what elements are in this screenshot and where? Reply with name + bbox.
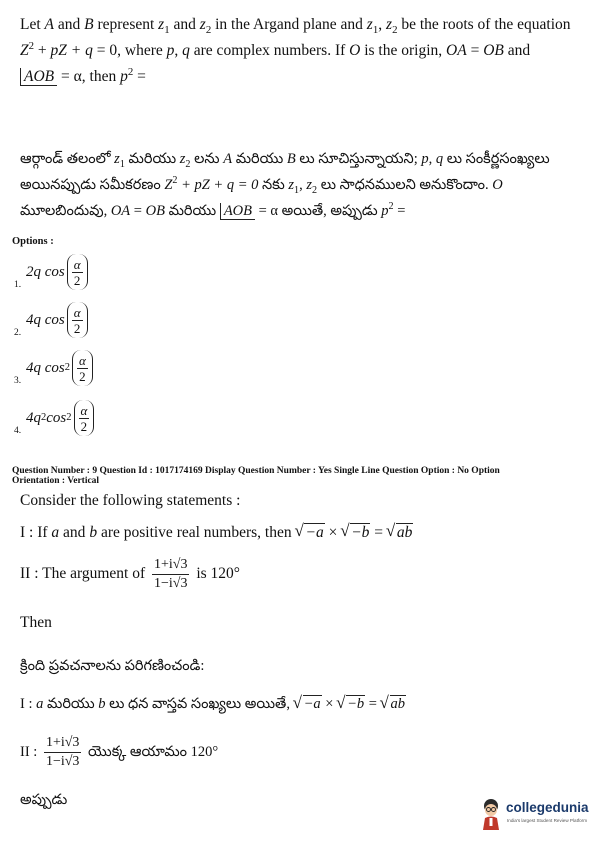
q9-te-statement-2: II : $\frac{1+i√3}{1-i√3}$ యొక్క ఆయామం 120°: [20, 735, 219, 769]
option-3-number: 3.: [14, 376, 22, 386]
option-3-expression: 4q cos 2 $\frac{\alpha}{2}$: [26, 348, 93, 388]
q8-te-line-2: అయినప్పుడు సమీకరణం $Z^2$ + pZ + q = 0 నకు $z_1$, $z_2$ లు సాధనములని అనుకొందాం. O: [20, 175, 503, 196]
q9-intro: Consider the following statements :: [20, 492, 241, 509]
statement-1: I : If a and b are positive real numbers, then √ −a × √ −b = √ ab: [20, 524, 413, 542]
question-metadata: Question Number : 9 Question Id : 1017174169 Display Question Number : Yes Single Line Question Option : No Option Orientation : Vertical: [12, 466, 500, 486]
q9-then: Then: [20, 614, 52, 631]
q8-line-2: $Z^2$ + pZ + q = 0, where p, q are complex numbers. If O is the origin, OA = OB and: [20, 39, 531, 59]
option-2-number: 2.: [14, 328, 22, 338]
logo-name: collegedunia: [506, 800, 589, 815]
option-4[interactable]: [14, 398, 214, 442]
option-1[interactable]: [14, 252, 214, 296]
option-4-expression: 4q 2 cos 2 $\frac{\alpha}{2}$: [26, 398, 94, 438]
q9-te-intro: క్రింది ప్రవచనాలను పరిగణించండి:: [20, 658, 205, 674]
option-3[interactable]: [14, 348, 214, 392]
option-2[interactable]: [14, 300, 214, 344]
q8-te-line-3: మూలబిందువు, OA = OB మరియు AOB = α అయితే, అప్పుడు $p^2$ =: [20, 201, 406, 219]
question-8-english: [20, 12, 580, 90]
q8-te-line-1: ఆర్గాండ్ తలంలో $z_1$ మరియు $z_2$ లను A మరియు B లు సూచిస్తున్నాయని; p, q లు సంకీర్ణసంఖ్యలు: [20, 151, 550, 170]
option-4-number: 4.: [14, 426, 22, 436]
mascot-icon: [478, 796, 504, 830]
q8-line-1: Let A and B represent $z_1$ and $z_2$ in the Argand plane and $z_1$, $z_2$ be the roots of the equation: [20, 16, 571, 37]
collegedunia-logo[interactable]: [478, 794, 590, 834]
q9-te-statement-1: I : a మరియు b లు ధన వాస్తవ సంఖ్యలు అయితే, √ −a × √ −b = √ ab: [20, 696, 406, 716]
option-2-expression: 4q cos $\frac{\alpha}{2}$: [26, 300, 88, 340]
question-8-telugu: [20, 146, 580, 224]
q8-line-3: AOB = α, then $p^2$ =: [20, 64, 580, 90]
q9-te-then: అప్పుడు: [20, 792, 68, 808]
options-title: Options :: [12, 236, 54, 247]
logo-tagline: India's largest Student Review Platform: [507, 818, 588, 823]
option-1-number: 1.: [14, 280, 22, 290]
option-1-expression: 2q cos $\frac{\alpha}{2}$: [26, 252, 88, 292]
statement-2: II : The argument of $\frac{1+i√3}{1-i√3}$ is 120°: [20, 557, 241, 591]
